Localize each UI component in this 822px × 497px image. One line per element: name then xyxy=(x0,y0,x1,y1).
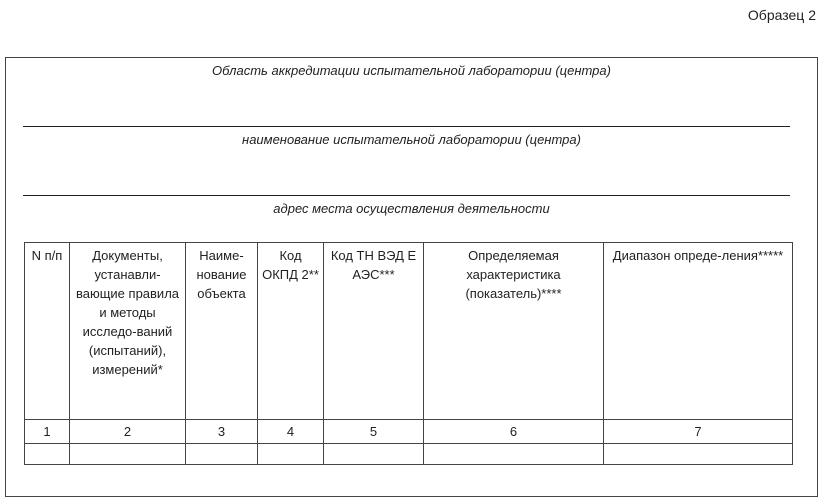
empty-cell xyxy=(604,444,793,465)
header-tn-ved-code[interactable]: Код ТН ВЭД Е АЭС*** xyxy=(324,243,424,420)
empty-cell xyxy=(70,444,186,465)
form-title: Область аккредитации испытательной лаборатории (центра) xyxy=(212,63,611,78)
column-number: 7 xyxy=(604,420,793,444)
address-line xyxy=(23,195,790,196)
header-range: Диапазон опреде-ления***** xyxy=(604,243,793,420)
accreditation-table xyxy=(24,242,793,465)
column-number: 1 xyxy=(25,420,70,444)
column-number: 6 xyxy=(424,420,604,444)
header-number: N п/п xyxy=(25,243,70,420)
column-number: 5 xyxy=(324,420,424,444)
column-number-row xyxy=(25,420,793,444)
header-row xyxy=(25,243,793,420)
lab-name-caption: наименование испытательной лаборатории (центра) xyxy=(242,132,581,147)
header-documents: Документы, устанавли-вающие правила и методы исследо-ваний (испытаний), измерений* xyxy=(70,243,186,420)
empty-cell xyxy=(258,444,324,465)
lab-name-line xyxy=(23,126,790,127)
header-characteristic: Определяемая характеристика (показатель)**** xyxy=(424,243,604,420)
address-caption: адрес места осуществления деятельности xyxy=(273,201,550,216)
header-object-name: Наиме-нование объекта xyxy=(186,243,258,420)
column-number: 2 xyxy=(70,420,186,444)
header-okpd2-code[interactable]: Код ОКПД 2** xyxy=(258,243,324,420)
empty-cell xyxy=(424,444,604,465)
column-number: 3 xyxy=(186,420,258,444)
sample-label: Образец 2 xyxy=(747,7,816,23)
empty-cell xyxy=(25,444,70,465)
column-number: 4 xyxy=(258,420,324,444)
empty-cell xyxy=(324,444,424,465)
empty-cell xyxy=(186,444,258,465)
accreditation-form xyxy=(5,57,818,497)
empty-data-row xyxy=(25,444,793,465)
